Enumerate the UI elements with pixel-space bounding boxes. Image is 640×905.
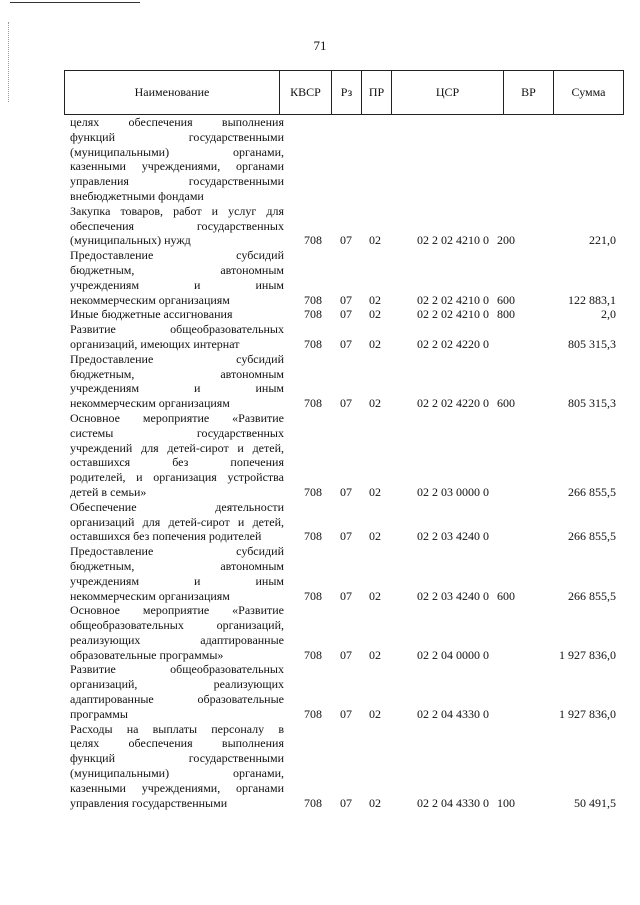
row-name-line: казенными учреждениями, органами <box>70 159 284 174</box>
page-number: 71 <box>313 38 327 53</box>
pr-cell: 02 <box>369 795 381 810</box>
row-name-line: Иные бюджетные ассигнования <box>70 307 233 322</box>
row-name-line: Основное мероприятие «Развитие <box>70 603 284 618</box>
row-name-line: целях обеспечения выполнения <box>70 736 284 751</box>
rz-cell: 07 <box>340 529 352 544</box>
sum-cell: 221,0 <box>589 233 616 248</box>
pr-cell: 02 <box>369 484 381 499</box>
sum-cell: 1 927 836,0 <box>559 647 616 662</box>
kvsr-cell: 708 <box>304 396 322 411</box>
header-name: Наименование <box>65 71 280 114</box>
row-name-line: некоммерческим организациям <box>70 396 230 411</box>
vr-cell: 600 <box>497 588 515 603</box>
csr-cell: 02 2 02 4210 0 <box>417 292 489 307</box>
rz-cell: 07 <box>340 706 352 721</box>
csr-cell: 02 2 04 4330 0 <box>417 795 489 810</box>
header-vr: ВР <box>504 71 554 114</box>
row-name-line: Предоставление субсидий <box>70 544 284 559</box>
top-rule <box>10 2 140 3</box>
row-name-line: Развитие общеобразовательных <box>70 322 284 337</box>
row-name-line: программы <box>70 706 128 721</box>
row-name-line: организаций, имеющих интернат <box>70 336 240 351</box>
rz-cell: 07 <box>340 336 352 351</box>
csr-cell: 02 2 03 4240 0 <box>417 588 489 603</box>
row-values <box>64 795 624 810</box>
rz-cell: 07 <box>340 795 352 810</box>
table-row <box>64 115 624 204</box>
margin-marks <box>8 22 10 102</box>
row-name-line: учреждениям и иным <box>70 573 284 588</box>
row-name-line: детей в семьи» <box>70 484 147 499</box>
header-csr: ЦСР <box>392 71 504 114</box>
header-kvsr: КВСР <box>280 71 332 114</box>
rz-cell: 07 <box>340 233 352 248</box>
row-name-line: образовательные программы» <box>70 647 224 662</box>
row-name-line: (муниципальными) органами, <box>70 144 284 159</box>
pr-cell: 02 <box>369 292 381 307</box>
vr-cell: 600 <box>497 292 515 307</box>
row-name-line: родителей, и организация устройства <box>70 470 284 485</box>
kvsr-cell: 708 <box>304 529 322 544</box>
table-row <box>64 411 624 500</box>
row-name-line: общеобразовательных организаций, <box>70 618 284 633</box>
rz-cell: 07 <box>340 588 352 603</box>
row-name-line: (муниципальными) органами, <box>70 766 284 781</box>
pr-cell: 02 <box>369 396 381 411</box>
sum-cell: 50 491,5 <box>574 795 616 810</box>
csr-cell: 02 2 02 4220 0 <box>417 396 489 411</box>
row-name-line: реализующих адаптированные <box>70 632 284 647</box>
row-values <box>64 189 624 204</box>
sum-cell: 805 315,3 <box>568 396 616 411</box>
sum-cell: 1 927 836,0 <box>559 706 616 721</box>
row-name-line: учреждениям и иным <box>70 277 284 292</box>
table-row <box>64 500 624 544</box>
vr-cell: 100 <box>497 795 515 810</box>
kvsr-cell: 708 <box>304 233 322 248</box>
row-name-line: Развитие общеобразовательных <box>70 662 284 677</box>
kvsr-cell: 708 <box>304 292 322 307</box>
table-row <box>64 307 624 322</box>
kvsr-cell: 708 <box>304 336 322 351</box>
rz-cell: 07 <box>340 484 352 499</box>
table-row <box>64 248 624 307</box>
pr-cell: 02 <box>369 307 381 322</box>
pr-cell: 02 <box>369 588 381 603</box>
pr-cell: 02 <box>369 706 381 721</box>
row-name-line: организаций, реализующих <box>70 677 284 692</box>
row-name-line: организаций для детей-сирот и детей, <box>70 514 284 529</box>
row-values <box>64 529 624 544</box>
kvsr-cell: 708 <box>304 795 322 810</box>
row-name-line: бюджетным, автономным <box>70 366 284 381</box>
table-row <box>64 603 624 662</box>
row-name-line: некоммерческим организациям <box>70 292 230 307</box>
pr-cell: 02 <box>369 529 381 544</box>
pr-cell: 02 <box>369 336 381 351</box>
row-values <box>64 233 624 248</box>
table-body <box>64 115 624 810</box>
table-header <box>64 70 624 115</box>
row-name-line: системы государственных <box>70 425 284 440</box>
vr-cell: 600 <box>497 396 515 411</box>
header-sum: Сумма <box>571 85 606 99</box>
row-name-line: оставшихся без попечения <box>70 455 284 470</box>
row-name-line: целях обеспечения выполнения <box>70 115 284 129</box>
row-name-line: Закупка товаров, работ и услуг для <box>70 203 284 218</box>
csr-cell: 02 2 02 4210 0 <box>417 307 489 322</box>
row-name-line: функций государственными <box>70 129 284 144</box>
kvsr-cell: 708 <box>304 307 322 322</box>
pr-cell: 02 <box>369 647 381 662</box>
sum-cell: 266 855,5 <box>568 588 616 603</box>
rz-cell: 07 <box>340 292 352 307</box>
table-row <box>64 352 624 411</box>
table-row <box>64 204 624 248</box>
sum-cell: 2,0 <box>601 307 616 322</box>
sum-cell: 122 883,1 <box>568 292 616 307</box>
table-row <box>64 662 624 721</box>
csr-cell: 02 2 03 0000 0 <box>417 484 489 499</box>
row-name-line: учреждениям и иным <box>70 381 284 396</box>
row-name-line: казенными учреждениями, органами <box>70 780 284 795</box>
csr-cell: 02 2 03 4240 0 <box>417 529 489 544</box>
row-name-line: бюджетным, автономным <box>70 558 284 573</box>
row-name-line: Расходы на выплаты персоналу в <box>70 721 284 736</box>
csr-cell: 02 2 02 4220 0 <box>417 336 489 351</box>
csr-cell: 02 2 02 4210 0 <box>417 233 489 248</box>
row-values <box>64 337 624 352</box>
row-name-line: функций государственными <box>70 751 284 766</box>
table-row <box>64 722 624 811</box>
sum-cell: 266 855,5 <box>568 484 616 499</box>
sum-cell: 266 855,5 <box>568 529 616 544</box>
row-values <box>64 292 624 307</box>
row-name-line: Основное мероприятие «Развитие <box>70 410 284 425</box>
rz-cell: 07 <box>340 396 352 411</box>
row-name-line: Предоставление субсидий <box>70 351 284 366</box>
row-values <box>64 396 624 411</box>
header-rz: Рз <box>332 71 362 114</box>
row-name-line: управления государственными <box>70 174 284 189</box>
vr-cell: 800 <box>497 307 515 322</box>
row-values <box>64 307 624 322</box>
row-name-line: оставшихся без попечения родителей <box>70 529 262 544</box>
row-values <box>64 707 624 722</box>
sum-cell: 805 315,3 <box>568 336 616 351</box>
vr-cell: 200 <box>497 233 515 248</box>
table-row <box>64 322 624 352</box>
table-row <box>64 544 624 603</box>
row-name-line: внебюджетными фондами <box>70 188 204 203</box>
pr-cell: 02 <box>369 233 381 248</box>
row-name-line: адаптированные образовательные <box>70 692 284 707</box>
header-pr: ПР <box>362 71 392 114</box>
rz-cell: 07 <box>340 307 352 322</box>
kvsr-cell: 708 <box>304 706 322 721</box>
kvsr-cell: 708 <box>304 588 322 603</box>
row-values <box>64 647 624 662</box>
row-values <box>64 588 624 603</box>
kvsr-cell: 708 <box>304 484 322 499</box>
row-name-line: (муниципальных) нужд <box>70 233 191 248</box>
row-name-line: бюджетным, автономным <box>70 262 284 277</box>
row-name-line: управления государственными <box>70 795 228 810</box>
row-name-line: обеспечения государственных <box>70 218 284 233</box>
rz-cell: 07 <box>340 647 352 662</box>
row-values <box>64 485 624 500</box>
kvsr-cell: 708 <box>304 647 322 662</box>
csr-cell: 02 2 04 0000 0 <box>417 647 489 662</box>
row-name-line: Обеспечение деятельности <box>70 499 284 514</box>
csr-cell: 02 2 04 4330 0 <box>417 706 489 721</box>
row-name-line: некоммерческим организациям <box>70 588 230 603</box>
row-name-line: учреждений для детей-сирот и детей, <box>70 440 284 455</box>
row-name-line: Предоставление субсидий <box>70 248 284 263</box>
